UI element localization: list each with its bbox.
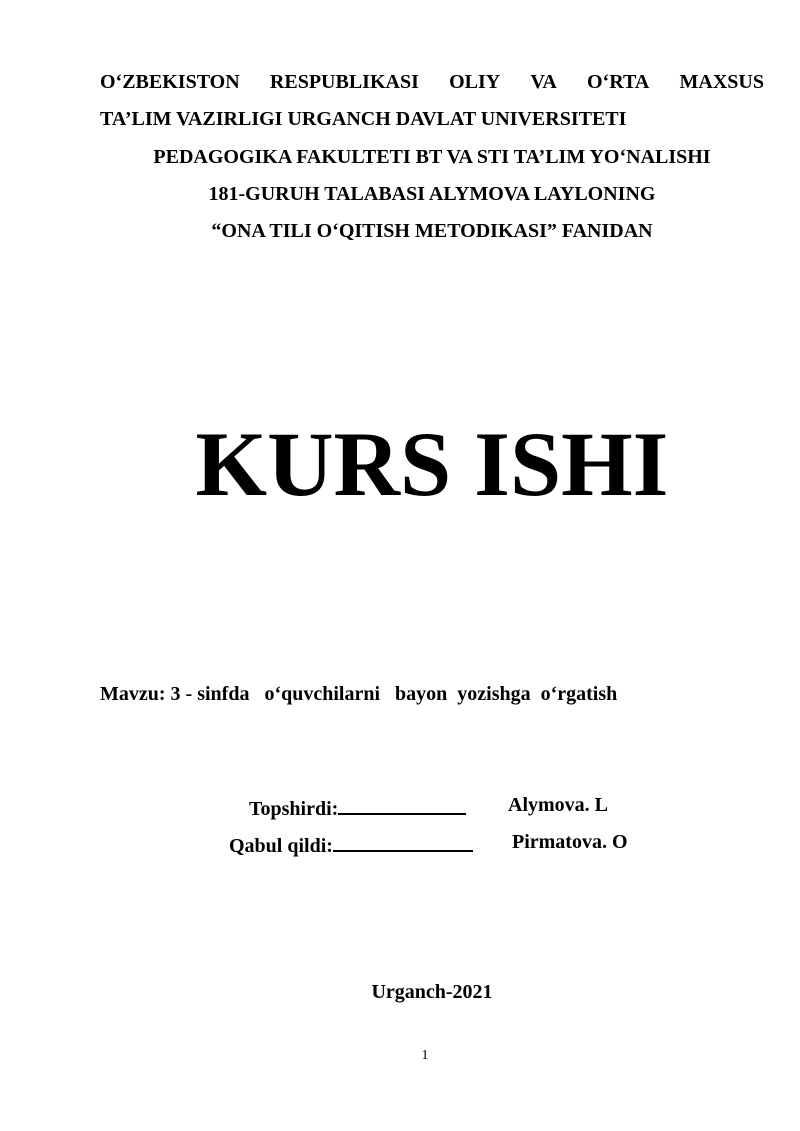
topic-line: Mavzu: 3 - sinfda o‘quvchilarni bayon yozishga o‘rgatish bbox=[100, 683, 618, 705]
header-word: MAXSUS bbox=[679, 71, 764, 93]
submitted-label: Topshirdi: bbox=[249, 798, 339, 820]
accepted-line bbox=[229, 830, 473, 858]
signature-blank bbox=[338, 793, 466, 815]
city-year: Urganch-2021 bbox=[371, 981, 493, 1003]
submitted-line bbox=[249, 793, 466, 821]
submitted-name: Alymova. L bbox=[508, 794, 608, 816]
header-line-5: “ONA TILI O‘QITISH METODIKASI” FANIDAN bbox=[211, 220, 653, 242]
header-line-4: 181-GURUH TALABASI ALYMOVA LAYLONING bbox=[208, 183, 656, 205]
header-word: OLIY bbox=[449, 71, 501, 93]
accepted-label: Qabul qildi: bbox=[229, 835, 333, 857]
header-word: VA bbox=[530, 71, 557, 93]
header-line-2: TA’LIM VAZIRLIGI URGANCH DAVLAT UNIVERSITETI bbox=[100, 108, 627, 130]
document-title: KURS ISHI bbox=[195, 413, 669, 515]
header-line-3: PEDAGOGIKA FAKULTETI BT VA STI TA’LIM YO‘NALISHI bbox=[153, 146, 711, 168]
header-word: O‘ZBEKISTON bbox=[100, 71, 240, 93]
header-word: O‘RTA bbox=[587, 71, 650, 93]
header-word: RESPUBLIKASI bbox=[269, 71, 419, 93]
page-number: 1 bbox=[421, 1048, 429, 1063]
signature-blank bbox=[333, 830, 473, 852]
accepted-name: Pirmatova. O bbox=[512, 831, 628, 853]
header-line-1 bbox=[100, 70, 764, 94]
